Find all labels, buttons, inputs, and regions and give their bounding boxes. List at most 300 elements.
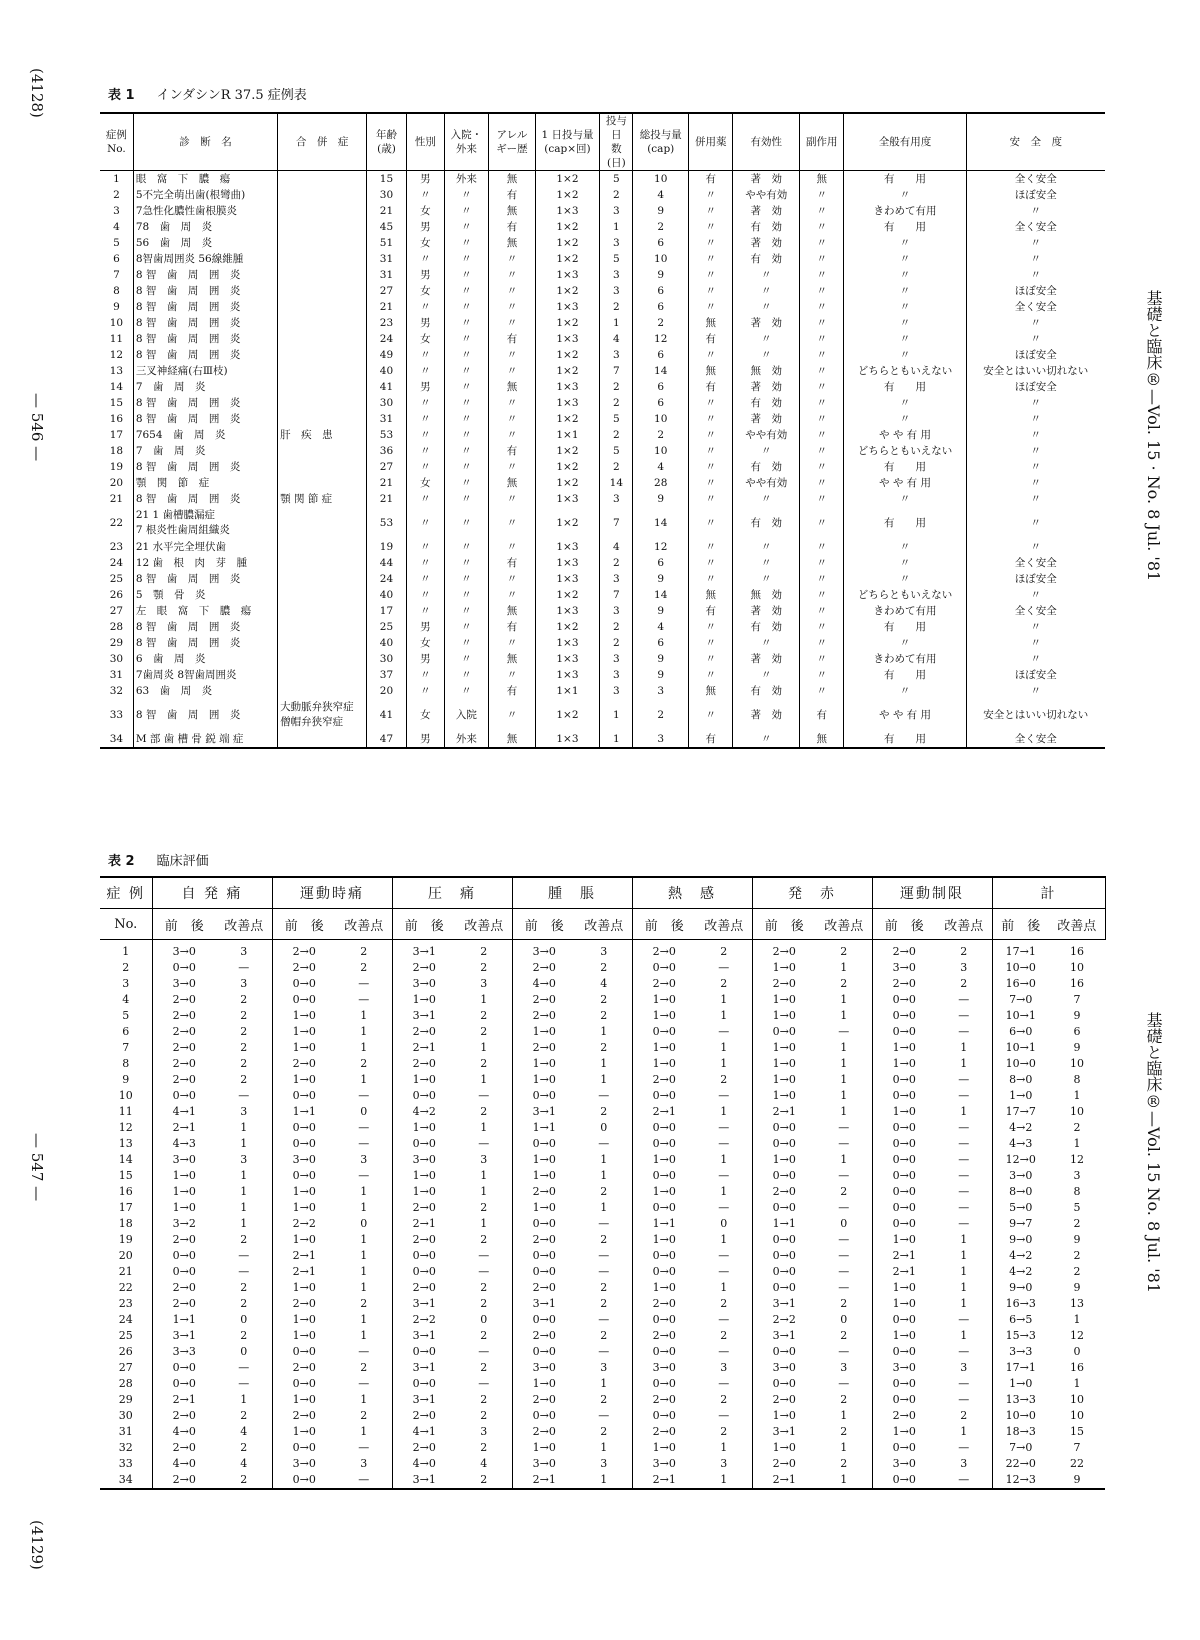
table1-cell: やや有効 bbox=[733, 475, 800, 491]
table1-cell: 〃 bbox=[489, 667, 536, 683]
table1-cell: 〃 bbox=[444, 203, 488, 219]
table1-cell: 〃 bbox=[444, 219, 488, 235]
table2-cell: 3→0 bbox=[292, 1457, 316, 1470]
table2-cell: 1→0 bbox=[892, 1105, 916, 1118]
table2-cell: 2 bbox=[336, 1408, 392, 1424]
table1-cell bbox=[278, 283, 367, 299]
table2-cell: — bbox=[936, 1392, 992, 1408]
table1-cell: 1×3 bbox=[535, 571, 599, 587]
table1-cell: 〃 bbox=[844, 571, 966, 587]
table2-cell: 2 bbox=[216, 1472, 272, 1489]
table2-cell: 1→0 bbox=[652, 1009, 676, 1022]
table1-row bbox=[100, 651, 1105, 667]
table2-cell: 1 bbox=[336, 1280, 392, 1296]
table1-cell: 外来 bbox=[444, 171, 488, 188]
table2-cell: — bbox=[816, 1136, 872, 1152]
table2-cell: 0→0 bbox=[772, 1345, 796, 1358]
table2-cell: 27 bbox=[100, 1360, 152, 1376]
table2-cell: 3→1 bbox=[412, 945, 436, 958]
table1-cell: 無 bbox=[489, 379, 536, 395]
table1-cell: 5 bbox=[600, 443, 633, 459]
table1-cell: 〃 bbox=[1030, 236, 1042, 249]
table1-cell: 8 bbox=[100, 283, 133, 299]
table2-cell: — bbox=[336, 1376, 392, 1392]
table2-cell: 3 bbox=[1073, 1169, 1081, 1182]
table1-cell: 10 bbox=[100, 315, 133, 331]
table1-cell: ほぼ安全 bbox=[1014, 572, 1057, 585]
table2-cell: 2→0 bbox=[772, 945, 796, 958]
table2-cell: 13 bbox=[100, 1136, 152, 1152]
table1-cell: 女 bbox=[406, 203, 444, 219]
table2-cell: 2 bbox=[336, 940, 392, 961]
table1-cell: 〃 bbox=[406, 587, 444, 603]
table2-cell: 2 bbox=[816, 1328, 872, 1344]
table1-cell bbox=[278, 571, 367, 587]
table2-cell: 0→0 bbox=[772, 1265, 796, 1278]
table2-row bbox=[100, 1376, 1105, 1392]
table2-cell: 0→0 bbox=[772, 1169, 796, 1182]
table2-cell: 3 bbox=[216, 1104, 272, 1120]
table2-cell: 1→0 bbox=[1009, 1089, 1033, 1102]
table2-cell: 9 bbox=[1073, 1233, 1081, 1246]
table1-cell: 37 bbox=[367, 667, 407, 683]
table1-cell: 全く安全 bbox=[1014, 300, 1057, 313]
table2-cell: 6→0 bbox=[1009, 1025, 1033, 1038]
table2-cell: 0→0 bbox=[892, 1153, 916, 1166]
table1-cell bbox=[278, 171, 367, 188]
table2-cell: 22 bbox=[100, 1280, 152, 1296]
table2-cell: 2 bbox=[816, 1392, 872, 1408]
table2-cell: 2 bbox=[216, 1040, 272, 1056]
table1-cell: 〃 bbox=[444, 635, 488, 651]
table1-cell: 8 智 歯 周 囲 炎 bbox=[133, 331, 277, 347]
table2-cell: — bbox=[936, 1072, 992, 1088]
table1-cell: 〃 bbox=[844, 411, 966, 427]
table2-cell: 2 bbox=[456, 1472, 512, 1489]
table2-cell: 12→0 bbox=[1005, 1153, 1036, 1166]
table2-cell: 1→0 bbox=[292, 1041, 316, 1054]
table1-cell: 有 効 bbox=[733, 619, 800, 635]
table1-cell: 10 bbox=[633, 251, 689, 267]
table1-cell: 著 効 bbox=[733, 651, 800, 667]
table1-header-cell: 症例 No. bbox=[100, 113, 133, 171]
table1-cell bbox=[278, 203, 367, 219]
table2-cell: 3→0 bbox=[892, 961, 916, 974]
table2-cell: 3→0 bbox=[412, 977, 436, 990]
table1-cell: 8 智 歯 周 囲 炎 bbox=[133, 491, 277, 507]
table2-cell: 10 bbox=[100, 1088, 152, 1104]
table2-cell: 1→0 bbox=[172, 1201, 196, 1214]
table1-cell bbox=[278, 187, 367, 203]
table1-cell: 無 bbox=[489, 603, 536, 619]
table1-cell: 〃 bbox=[689, 267, 733, 283]
table2-cell: 15 bbox=[100, 1168, 152, 1184]
table2-cell: 4→1 bbox=[412, 1425, 436, 1438]
table2-cell: 1 bbox=[576, 1440, 632, 1456]
table2-cell: — bbox=[816, 1168, 872, 1184]
table2-cell: 2 bbox=[456, 1296, 512, 1312]
table1-cell: 31 bbox=[100, 667, 133, 683]
table1-cell: 女 bbox=[406, 283, 444, 299]
table2-group-header: 圧 痛 bbox=[392, 877, 512, 909]
table2-cell: 1→0 bbox=[292, 1009, 316, 1022]
table2-cell: 1→0 bbox=[172, 1185, 196, 1198]
table1-cell: 5 bbox=[100, 235, 133, 251]
table1-cell: 3 bbox=[600, 267, 633, 283]
table2-cell: 5 bbox=[1073, 1201, 1081, 1214]
table1-cell: 2 bbox=[633, 699, 689, 731]
table2-cell: 0→0 bbox=[892, 1137, 916, 1150]
table2-cell: 10 bbox=[1070, 961, 1084, 974]
table2-cell: 0→0 bbox=[292, 1121, 316, 1134]
table1-cell: 有 bbox=[489, 219, 536, 235]
table2-cell: 0→0 bbox=[652, 1377, 676, 1390]
table1-cell: 〃 bbox=[689, 507, 733, 539]
table1-row bbox=[100, 619, 1105, 635]
table2-cell: 0→0 bbox=[172, 1249, 196, 1262]
table2-cell: 0→0 bbox=[172, 961, 196, 974]
table1-cell: 13 bbox=[100, 363, 133, 379]
table2-cell: — bbox=[456, 1136, 512, 1152]
table1-cell: 32 bbox=[100, 683, 133, 699]
table2-cell: 1 bbox=[576, 1072, 632, 1088]
table2-cell: 1→0 bbox=[292, 1025, 316, 1038]
table2-cell: 1→0 bbox=[292, 1393, 316, 1406]
table1-cell: 〃 bbox=[1030, 428, 1042, 441]
table1-cell: 2 bbox=[600, 395, 633, 411]
table1-cell: 〃 bbox=[800, 459, 844, 475]
table2-row bbox=[100, 1360, 1105, 1376]
table2-cell: 2 bbox=[336, 1296, 392, 1312]
table2-cell: 12 bbox=[1070, 1329, 1084, 1342]
table2-label: 表 2 bbox=[108, 854, 135, 869]
table1-cell: 左 眼 窩 下 膿 瘍 bbox=[133, 603, 277, 619]
table1-cell bbox=[278, 347, 367, 363]
table2-cell: 16 bbox=[1070, 977, 1084, 990]
table2-cell: — bbox=[696, 1136, 752, 1152]
table1-cell: 〃 bbox=[800, 539, 844, 555]
table2-cell: 0→0 bbox=[892, 1009, 916, 1022]
table1-cell: 無 bbox=[489, 475, 536, 491]
table2-cell: 2→0 bbox=[172, 1233, 196, 1246]
table1-cell: 7654 歯 周 炎 bbox=[133, 427, 277, 443]
table1-cell: 1×2 bbox=[535, 219, 599, 235]
table2-cell: 1→0 bbox=[772, 1009, 796, 1022]
table2-cell: 0 bbox=[816, 1312, 872, 1328]
table2-cell: 1 bbox=[336, 1232, 392, 1248]
table2-cell: 0→0 bbox=[652, 1313, 676, 1326]
table1-cell: 1×2 bbox=[535, 507, 599, 539]
table2-group-header: 自 発 痛 bbox=[152, 877, 272, 909]
table1-cell: 無 bbox=[489, 235, 536, 251]
table1-cell: 4 bbox=[633, 619, 689, 635]
table2-cell: 3 bbox=[816, 1360, 872, 1376]
table2-cell: 1→0 bbox=[532, 1073, 556, 1086]
table2-cell: 0→0 bbox=[172, 1361, 196, 1374]
table2-cell: 2 bbox=[576, 1392, 632, 1408]
table1-cell: 〃 bbox=[1030, 316, 1042, 329]
table1-cell: 5 顎 骨 炎 bbox=[133, 587, 277, 603]
table1-cell: 有 bbox=[489, 187, 536, 203]
table1-cell: 〃 bbox=[406, 411, 444, 427]
table2-cell: — bbox=[936, 1200, 992, 1216]
table2-cell: 2→0 bbox=[532, 961, 556, 974]
table1-cell: 21 bbox=[367, 299, 407, 315]
table1-row bbox=[100, 235, 1105, 251]
table1-cell: 1×3 bbox=[535, 331, 599, 347]
table1-cell: 〃 bbox=[1030, 684, 1042, 697]
table1-cell: やや有効 bbox=[733, 187, 800, 203]
table2-cell: 9 bbox=[1049, 1472, 1105, 1489]
table1-cell: 〃 bbox=[733, 635, 800, 651]
table2-cell: 2→2 bbox=[772, 1313, 796, 1326]
table1-cell: 〃 bbox=[733, 555, 800, 571]
table1-cell: 〃 bbox=[844, 267, 966, 283]
table1-cell: 〃 bbox=[406, 507, 444, 539]
table2-cell: 2→0 bbox=[532, 1009, 556, 1022]
table2-cell: 1 bbox=[816, 1040, 872, 1056]
table1-cell: 22 bbox=[100, 507, 133, 539]
table2-cell: 1 bbox=[696, 1008, 752, 1024]
table1-cell: 21 bbox=[100, 491, 133, 507]
table1-cell: 3 bbox=[600, 571, 633, 587]
table1-cell: 〃 bbox=[444, 651, 488, 667]
table2-cell: 1→0 bbox=[892, 1057, 916, 1070]
table2-cell: 0→0 bbox=[532, 1249, 556, 1262]
table2-cell: 1 bbox=[696, 1056, 752, 1072]
table2-cell: 1→0 bbox=[772, 1089, 796, 1102]
table2-cell: 7 bbox=[100, 1040, 152, 1056]
table1-cell: 著 効 bbox=[733, 315, 800, 331]
table1-cell: 16 bbox=[100, 411, 133, 427]
table1-cell: 〃 bbox=[844, 331, 966, 347]
table2-cell: 2→0 bbox=[292, 1057, 316, 1070]
table1-cell: M 部 歯 槽 骨 鋭 端 症 bbox=[133, 731, 277, 748]
table2-cell: 4→2 bbox=[412, 1105, 436, 1118]
table2-cell: 0→0 bbox=[772, 1281, 796, 1294]
table2-cell: 2 bbox=[456, 1280, 512, 1296]
table2-cell: 2→0 bbox=[152, 1472, 216, 1489]
table2-cell: — bbox=[576, 1408, 632, 1424]
table1-cell: 〃 bbox=[489, 491, 536, 507]
table1-cell: 〃 bbox=[489, 459, 536, 475]
table1-cell: 2 bbox=[600, 619, 633, 635]
table1-cell bbox=[278, 267, 367, 283]
table2-cell: — bbox=[816, 1376, 872, 1392]
table1-cell: 有 bbox=[489, 555, 536, 571]
table1-cell: 1×2 bbox=[535, 459, 599, 475]
table2-cell: 6 bbox=[100, 1024, 152, 1040]
table1-cell bbox=[278, 411, 367, 427]
table1-cell: 1×2 bbox=[535, 587, 599, 603]
table1-cell: 21 bbox=[367, 491, 407, 507]
table2-cell: 1→0 bbox=[772, 1057, 796, 1070]
table2-cell: 20 bbox=[100, 1248, 152, 1264]
table2-cell: 2→1 bbox=[292, 1265, 316, 1278]
table1-cell: 全く安全 bbox=[966, 731, 1105, 748]
table2-cell: 3→0 bbox=[172, 977, 196, 990]
table2-cell: 3→0 bbox=[532, 1457, 556, 1470]
table2-cell: 3→0 bbox=[412, 1153, 436, 1166]
table2-cell: 8 bbox=[1073, 1185, 1081, 1198]
table2-cell: 9→7 bbox=[1009, 1217, 1033, 1230]
table1-cell: 〃 bbox=[733, 267, 800, 283]
table2-cell: 1 bbox=[336, 1008, 392, 1024]
table2-cell: 2→0 bbox=[652, 945, 676, 958]
table2-group-header-row bbox=[100, 877, 1105, 909]
table2-cell: 2 bbox=[816, 976, 872, 992]
table1-cell: 3 bbox=[600, 283, 633, 299]
table2-cell: 2 bbox=[696, 1328, 752, 1344]
table1-cell: 〃 bbox=[800, 283, 844, 299]
table1-cell: 6 bbox=[633, 299, 689, 315]
table1-cell: 外来 bbox=[444, 731, 488, 748]
table2-cell: 1→1 bbox=[772, 1217, 796, 1230]
table1-cell: 25 bbox=[100, 571, 133, 587]
table1-cell: 1×2 bbox=[535, 187, 599, 203]
table1-cell: 7急性化膿性歯根膜炎 bbox=[133, 203, 277, 219]
table2-cell: 1→0 bbox=[652, 1057, 676, 1070]
table1-cell: 1×2 bbox=[535, 411, 599, 427]
table2-cell: 2 bbox=[456, 1328, 512, 1344]
table1-cell: 〃 bbox=[689, 283, 733, 299]
table2-cell: 2→0 bbox=[412, 1281, 436, 1294]
table1-cell: 〃 bbox=[800, 347, 844, 363]
table1-cell: 〃 bbox=[800, 667, 844, 683]
table1-cell: 〃 bbox=[800, 507, 844, 539]
table2-cell: 2 bbox=[216, 1296, 272, 1312]
table1-cell: 3 bbox=[600, 235, 633, 251]
table1-cell: 2 bbox=[600, 299, 633, 315]
table1-cell: 21 1 歯槽膿漏症 7 根炎性歯周組織炎 bbox=[133, 507, 277, 539]
table2-cell: 2 bbox=[576, 1008, 632, 1024]
table2-cell: — bbox=[816, 1200, 872, 1216]
table2-cell: 1 bbox=[576, 1056, 632, 1072]
table2-cell: 4→2 bbox=[1009, 1121, 1033, 1134]
table2-cell: — bbox=[216, 1264, 272, 1280]
table2-row bbox=[100, 1104, 1105, 1120]
table2-cell: — bbox=[336, 1136, 392, 1152]
table1-cell: 1×3 bbox=[535, 491, 599, 507]
table2-cell: 0→0 bbox=[772, 1233, 796, 1246]
table2-sub-header: 前 後 bbox=[512, 909, 576, 940]
table2-cell: 1→0 bbox=[652, 1281, 676, 1294]
table2-sub-header: 前 後 bbox=[152, 909, 216, 940]
table1-cell: 1×3 bbox=[535, 667, 599, 683]
table2-cell: — bbox=[456, 1088, 512, 1104]
table1-caption bbox=[108, 84, 307, 103]
table1-cell: 〃 bbox=[689, 427, 733, 443]
table1-cell: 〃 bbox=[489, 427, 536, 443]
table2-cell: 2 bbox=[576, 992, 632, 1008]
table1-cell: 2 bbox=[600, 555, 633, 571]
table2-cell: 2→1 bbox=[412, 1041, 436, 1054]
table2-cell: 4→0 bbox=[412, 1457, 436, 1470]
table2-cell: — bbox=[336, 976, 392, 992]
table2-cell: — bbox=[456, 1248, 512, 1264]
table1-cell: ほぼ安全 bbox=[1014, 668, 1057, 681]
table1-cell: 19 bbox=[367, 539, 407, 555]
table1-cell: 男 bbox=[406, 379, 444, 395]
table1-cell: ほぼ安全 bbox=[1014, 380, 1057, 393]
table1-cell: 有 用 bbox=[844, 171, 966, 188]
table1-cell: 1×2 bbox=[535, 251, 599, 267]
table2-sub-header-row bbox=[100, 909, 1105, 940]
table1-cell: 〃 bbox=[733, 347, 800, 363]
table1-cell: 5 bbox=[600, 171, 633, 188]
table2-sub-header: 前 後 bbox=[752, 909, 816, 940]
table1-cell: 〃 bbox=[489, 571, 536, 587]
table1-cell: 7 bbox=[100, 267, 133, 283]
table1-cell: 6 歯 周 炎 bbox=[133, 651, 277, 667]
table2-cell: 3→1 bbox=[532, 1105, 556, 1118]
table1-cell: 1×2 bbox=[535, 363, 599, 379]
table2-cell: 12→3 bbox=[992, 1472, 1049, 1489]
table2-cell: 1→0 bbox=[292, 1073, 316, 1086]
table2-cell: 10→0 bbox=[1005, 1057, 1036, 1070]
table1-cell bbox=[278, 443, 367, 459]
table2-cell: 2 bbox=[456, 1408, 512, 1424]
table1-cell: 3 bbox=[100, 203, 133, 219]
table1-cell bbox=[278, 635, 367, 651]
table2-cell: — bbox=[936, 1168, 992, 1184]
table2-cell: 2 bbox=[456, 940, 512, 961]
table2-cell: 16 bbox=[1070, 945, 1084, 958]
table1-cell: 31 bbox=[367, 267, 407, 283]
table1-cell: 〃 bbox=[844, 251, 966, 267]
table1-row bbox=[100, 459, 1105, 475]
table2-cell: 2→1 bbox=[172, 1393, 196, 1406]
table2-cell: 2 bbox=[696, 1296, 752, 1312]
table2-cell: 8 bbox=[1073, 1073, 1081, 1086]
table1-row bbox=[100, 219, 1105, 235]
table2-cell: 4→0 bbox=[172, 1425, 196, 1438]
table2-cell: 2 bbox=[936, 1408, 992, 1424]
table2-caption bbox=[108, 850, 209, 869]
table1-cell: 〃 bbox=[689, 347, 733, 363]
table1-cell: 顎 関 節 症 bbox=[133, 475, 277, 491]
table2-cell: 0→0 bbox=[412, 1137, 436, 1150]
table1-cell: 53 bbox=[367, 507, 407, 539]
table1-title: インダシンR 37.5 症例表 bbox=[156, 88, 307, 103]
table2-cell: 3 bbox=[576, 940, 632, 961]
table2-cell: 2 bbox=[576, 1232, 632, 1248]
table2-cell: 2 bbox=[576, 1328, 632, 1344]
table2-cell: 17→1 bbox=[1005, 1361, 1036, 1374]
table2-cell: 2→0 bbox=[412, 1025, 436, 1038]
table2-cell: 0→0 bbox=[892, 1313, 916, 1326]
table1-cell: 20 bbox=[367, 683, 407, 699]
table2-row bbox=[100, 1456, 1105, 1472]
table2-cell: 1 bbox=[936, 1296, 992, 1312]
table1-cell: 〃 bbox=[1030, 476, 1042, 489]
table2-cell: — bbox=[936, 992, 992, 1008]
table1-cell: 9 bbox=[633, 667, 689, 683]
table2-cell: — bbox=[216, 1088, 272, 1104]
table1-row bbox=[100, 587, 1105, 603]
table1-cell: 〃 bbox=[1030, 252, 1042, 265]
table2-cell: 1 bbox=[936, 1248, 992, 1264]
table1-cell: 1×3 bbox=[535, 731, 599, 748]
table2-group-header: 発 赤 bbox=[752, 877, 872, 909]
table1-cell: 24 bbox=[367, 331, 407, 347]
table1-cell: 〃 bbox=[489, 635, 536, 651]
table2-cell: 1 bbox=[816, 1104, 872, 1120]
table1-cell: 41 bbox=[367, 699, 407, 731]
table1-cell: 14 bbox=[100, 379, 133, 395]
table1-cell: 63 歯 周 炎 bbox=[133, 683, 277, 699]
table2-cell: 9→0 bbox=[1009, 1233, 1033, 1246]
